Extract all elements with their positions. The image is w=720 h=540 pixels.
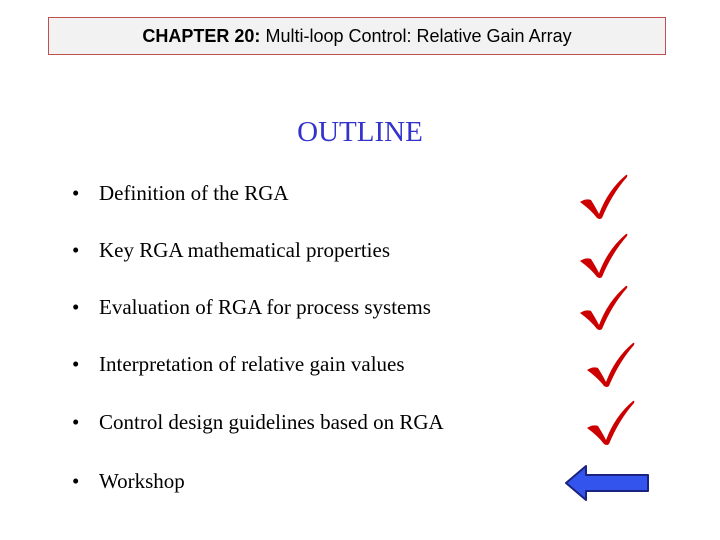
outline-item-label: Control design guidelines based on RGA xyxy=(99,410,444,434)
bullet-glyph: • xyxy=(72,410,80,434)
check-icon xyxy=(578,231,630,279)
outline-title: OUTLINE xyxy=(297,116,423,148)
bullet-glyph: • xyxy=(72,295,80,319)
bullet-glyph: • xyxy=(72,352,80,376)
bullet-glyph: • xyxy=(72,238,80,262)
outline-item-label: Evaluation of RGA for process systems xyxy=(99,295,431,319)
check-icon xyxy=(585,340,637,388)
chapter-label: CHAPTER 20: xyxy=(142,25,261,46)
outline-item xyxy=(72,404,444,440)
outline-item xyxy=(72,289,431,325)
outline-item-label: Interpretation of relative gain values xyxy=(99,352,405,376)
outline-item xyxy=(72,346,405,382)
bullet-glyph: • xyxy=(72,469,80,493)
bullet-glyph: • xyxy=(72,181,80,205)
chapter-banner xyxy=(48,17,666,55)
chapter-title: Multi-loop Control: Relative Gain Array xyxy=(265,25,572,46)
left-arrow-icon xyxy=(564,464,652,502)
outline-item xyxy=(72,463,185,499)
outline-item-label: Workshop xyxy=(99,469,185,493)
outline-item-label: Definition of the RGA xyxy=(99,181,289,205)
check-icon xyxy=(578,283,630,331)
outline-item xyxy=(72,232,390,268)
check-icon xyxy=(578,172,630,220)
check-icon xyxy=(585,398,637,446)
outline-item xyxy=(72,175,289,211)
outline-item-label: Key RGA mathematical properties xyxy=(99,238,390,262)
